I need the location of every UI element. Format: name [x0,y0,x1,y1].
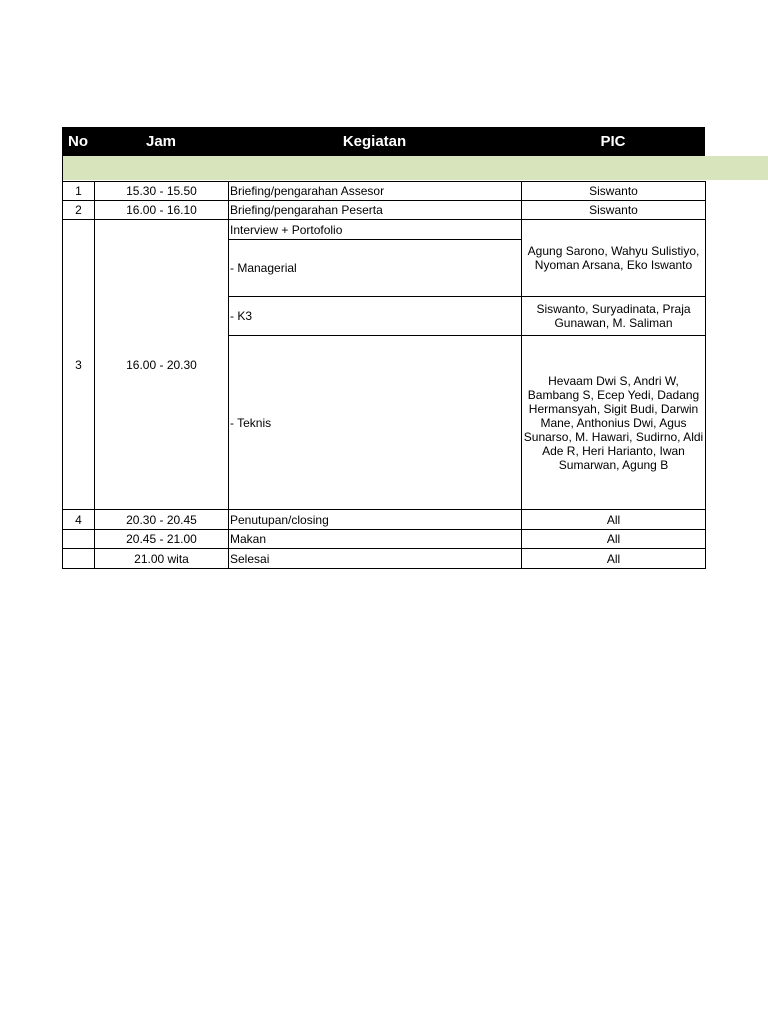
row-pic-managerial: Agung Sarono, Wahyu Sulistiyo, Nyoman Arsana, Eko Iswanto [522,220,706,297]
row-kegiatan-k3: - K3 [229,297,522,336]
row-pic: All [522,510,706,530]
table-row [63,182,706,201]
row-kegiatan: Briefing/pengarahan Peserta [229,201,522,220]
row-pic: All [522,530,706,549]
row-kegiatan: Makan [229,530,522,549]
row-pic-k3: Siswanto, Suryadinata, Praja Gunawan, M. Saliman [522,297,706,336]
row-jam: 21.00 wita [95,549,229,569]
table-row [63,549,706,569]
row-jam: 20.45 - 21.00 [95,530,229,549]
row-no: 1 [63,182,95,201]
row-jam: 16.00 - 20.30 [95,220,229,510]
band-divider [62,156,63,181]
row-no [63,549,95,569]
row-pic: Siswanto [522,201,706,220]
row-kegiatan: Penutupan/closing [229,510,522,530]
table-row [63,201,706,220]
row-kegiatan: Selesai [229,549,522,569]
table-row [63,510,706,530]
header-pic: PIC [600,133,626,150]
table-row [63,530,706,549]
section-band [62,156,768,180]
header-no: No [68,133,88,150]
row-kegiatan-interview: Interview + Portofolio [229,220,522,240]
row-kegiatan-teknis: - Teknis [229,336,522,510]
table-header [62,127,705,156]
row-no: 4 [63,510,95,530]
row-pic: Siswanto [522,182,706,201]
row-no: 2 [63,201,95,220]
row-pic: All [522,549,706,569]
row-pic-teknis: Hevaam Dwi S, Andri W, Bambang S, Ecep Yedi, Dadang Hermansyah, Sigit Budi, Darwin Mane, Anthonius Dwi, Agus Sunarso, M. Hawari, Sudirno, Aldi Ade R, Heri Harianto, Iwan Sumarwan, Agung B [522,336,706,510]
row-jam: 20.30 - 20.45 [95,510,229,530]
row-jam: 16.00 - 16.10 [95,201,229,220]
row-kegiatan-managerial: - Managerial [229,240,522,297]
row-no: 3 [63,220,95,510]
header-jam: Jam [145,133,177,150]
table-row [63,220,706,240]
schedule-table [62,181,706,569]
row-kegiatan: Briefing/pengarahan Assesor [229,182,522,201]
header-kegiatan: Kegiatan [342,133,407,150]
row-no [63,530,95,549]
row-jam: 15.30 - 15.50 [95,182,229,201]
